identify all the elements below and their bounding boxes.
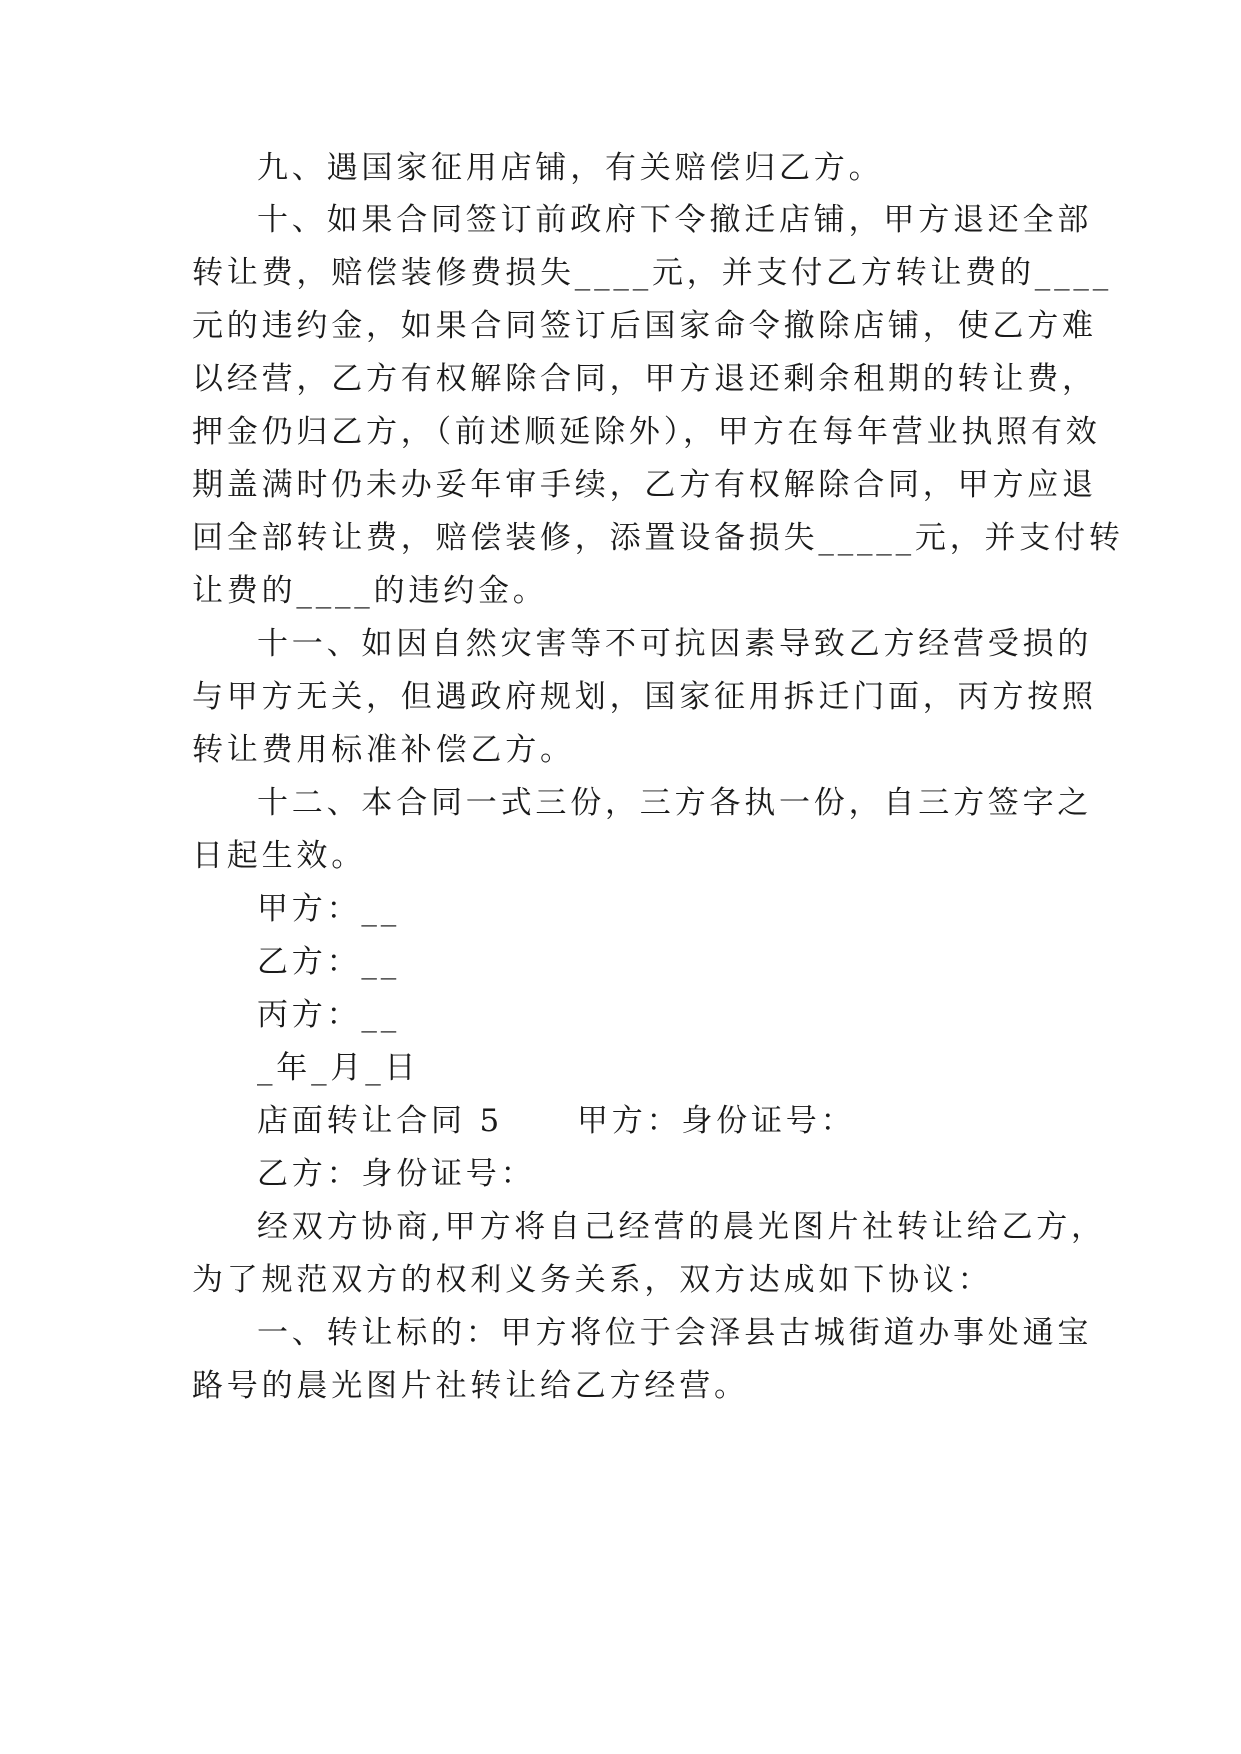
party-b-signature: 乙方：__: [257, 944, 400, 980]
clause-12-line-2: 日起生效。: [192, 838, 366, 874]
clause-1-line-1: 一、转让标的：甲方将位于会泽县古城街道办事处通宝: [257, 1315, 1093, 1351]
clause-11-line-1: 十一、如因自然灾害等不可抗因素导致乙方经营受损的: [257, 626, 1093, 662]
clause-10-line-8: 让费的____的违约金。: [192, 573, 548, 609]
preamble-line-2: 为了规范双方的权利义务关系，双方达成如下协议：: [192, 1262, 993, 1298]
clause-1-line-2: 路号的晨光图片社转让给乙方经营。: [192, 1368, 749, 1404]
party-b-id: 乙方：身份证号：: [257, 1156, 536, 1192]
clause-10-line-3: 元的违约金，如果合同签订后国家命令撤除店铺，使乙方难: [192, 308, 1097, 344]
clause-12-line-1: 十二、本合同一式三份，三方各执一份，自三方签字之: [257, 785, 1093, 821]
clause-9: 九、遇国家征用店铺，有关赔偿归乙方。: [257, 150, 884, 186]
contract-5-header: [257, 1101, 1137, 1141]
date-line: _年_月_日: [257, 1050, 420, 1086]
party-c-signature: 丙方：__: [257, 997, 400, 1033]
clause-11-line-3: 转让费用标准补偿乙方。: [192, 732, 575, 768]
preamble-line-1: 经双方协商,甲方将自己经营的晨光图片社转让给乙方，: [257, 1209, 1106, 1245]
clause-10-line-6: 期盖满时仍未办妥年审手续，乙方有权解除合同，甲方应退: [192, 467, 1097, 503]
contract-title: 店面转让合同 5: [257, 1103, 503, 1139]
clause-10-line-4: 以经营，乙方有权解除合同，甲方退还剩余租期的转让费，: [192, 361, 1097, 397]
party-a-signature: 甲方：__: [257, 891, 400, 927]
clause-10-line-1: 十、如果合同签订前政府下令撤迁店铺，甲方退还全部: [257, 202, 1093, 238]
clause-10-line-5: 押金仍归乙方，（前述顺延除外），甲方在每年营业执照有效: [192, 414, 1101, 450]
clause-11-line-2: 与甲方无关，但遇政府规划，国家征用拆迁门面，丙方按照: [192, 679, 1097, 715]
clause-10-line-2: 转让费，赔偿装修费损失____元，并支付乙方转让费的____: [192, 255, 1112, 291]
party-a-id: 甲方：身份证号：: [576, 1103, 856, 1139]
clause-10-line-7: 回全部转让费，赔偿装修，添置设备损失_____元，并支付转: [192, 520, 1124, 556]
